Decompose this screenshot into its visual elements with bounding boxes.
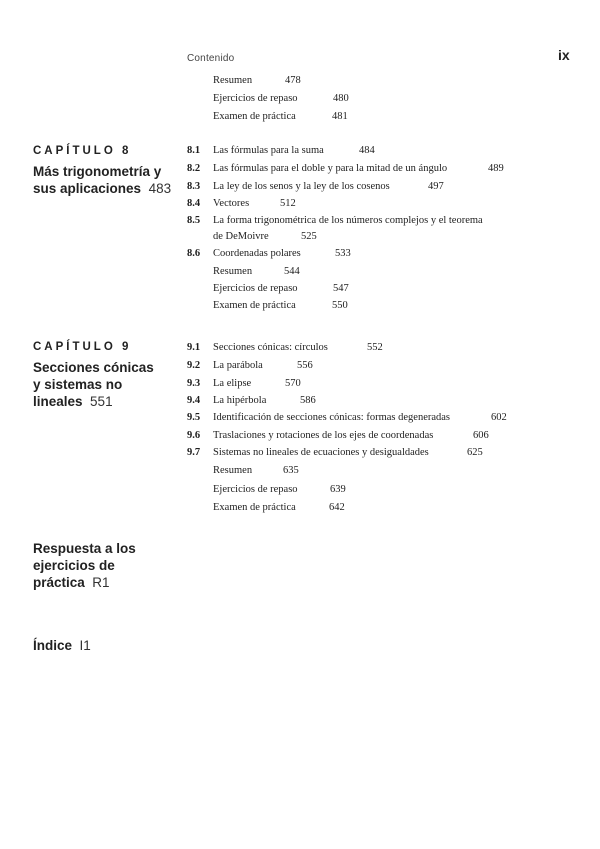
section-page: 602	[491, 412, 507, 423]
section-number: 9.5	[187, 412, 201, 423]
section-number: 8.5	[187, 215, 201, 226]
section-page: 547	[333, 283, 349, 294]
section-page: 550	[332, 300, 348, 311]
section-number: 8.1	[187, 145, 201, 156]
running-header-section: Contenido	[187, 53, 235, 64]
toc-entry-page: 480	[333, 93, 349, 104]
section-title: La hipérbola	[213, 395, 267, 406]
answers-title-line: Respuesta a los	[33, 541, 136, 556]
section-title: Vectores	[213, 198, 250, 209]
chapter-9-title-line	[33, 393, 154, 410]
toc-entry-page: 478	[285, 75, 301, 86]
section-title: Ejercicios de repaso	[213, 283, 298, 294]
answers-title-line: ejercicios de	[33, 558, 115, 573]
chapter-9-label: CAPÍTULO 9	[33, 341, 132, 353]
section-title: Resumen	[213, 266, 253, 277]
chapter-9-title-line: Secciones cónicas	[33, 360, 154, 375]
index-entry[interactable]	[33, 637, 91, 654]
section-page: 570	[285, 378, 301, 389]
chapter-8-title-line	[33, 180, 171, 197]
section-title: Examen de práctica	[213, 300, 296, 311]
section-page: 586	[300, 395, 316, 406]
section-page: 544	[284, 266, 300, 277]
chapter-9-title-line-text: lineales	[33, 394, 83, 409]
section-number: 8.6	[187, 248, 201, 259]
chapter-9-page: 551	[90, 394, 113, 409]
section-title: Secciones cónicas: círculos	[213, 342, 328, 353]
section-title: Traslaciones y rotaciones de los ejes de coordenadas	[213, 430, 434, 441]
index-page: I1	[79, 638, 91, 653]
toc-entry-title: Examen de práctica	[213, 111, 296, 122]
answers-title-line-text: práctica	[33, 575, 85, 590]
section-page: 552	[367, 342, 383, 353]
section-number: 9.2	[187, 360, 201, 371]
section-page: 512	[280, 198, 296, 209]
section-title: Examen de práctica	[213, 502, 296, 513]
section-page: 639	[330, 484, 346, 495]
section-title: La elipse	[213, 378, 252, 389]
section-title: La ley de los senos y la ley de los cosenos	[213, 181, 390, 192]
section-page: 556	[297, 360, 313, 371]
section-page: 525	[301, 231, 317, 242]
section-title: La forma trigonométrica de los números complejos y el teorema	[213, 215, 483, 226]
toc-entry-title: Resumen	[213, 75, 253, 86]
section-number: 9.4	[187, 395, 201, 406]
section-title: Identificación de secciones cónicas: formas degeneradas	[213, 412, 451, 423]
section-number: 8.3	[187, 181, 201, 192]
toc-entry-title: Ejercicios de repaso	[213, 93, 298, 104]
section-title: La parábola	[213, 360, 263, 371]
chapter-9-title[interactable]	[33, 359, 154, 410]
section-page: 625	[467, 447, 483, 458]
section-title: Resumen	[213, 465, 253, 476]
chapter-8-title-line: Más trigonometría y	[33, 164, 162, 179]
answers-entry[interactable]	[33, 540, 136, 591]
section-page: 635	[283, 465, 299, 476]
section-page: 489	[488, 163, 504, 174]
section-number: 8.4	[187, 198, 201, 209]
chapter-8-label: CAPÍTULO 8	[33, 145, 132, 157]
section-title: Coordenadas polares	[213, 248, 301, 259]
answers-title-line	[33, 574, 136, 591]
chapter-8-page: 483	[148, 181, 172, 196]
chapter-8-title-line-text: sus aplicaciones	[33, 181, 142, 196]
section-number: 9.6	[187, 430, 201, 441]
section-page: 484	[359, 145, 375, 156]
running-header-page-number: ix	[558, 47, 570, 63]
toc-entry-8-5[interactable]	[187, 214, 547, 242]
section-title: Las fórmulas para el doble y para la mitad de un ángulo	[213, 163, 448, 174]
section-title: Sistemas no lineales de ecuaciones y desigualdades	[213, 447, 429, 458]
section-page: 497	[428, 181, 444, 192]
section-title-continued: de DeMoivre	[213, 231, 269, 242]
section-number: 9.3	[187, 378, 201, 389]
section-number: 9.7	[187, 447, 201, 458]
toc-entry-page: 481	[332, 111, 348, 122]
section-page: 642	[329, 502, 345, 513]
answers-page: R1	[92, 575, 110, 590]
chapter-8-title[interactable]	[33, 163, 171, 197]
chapter-9-title-line: y sistemas no	[33, 377, 123, 392]
section-title: Las fórmulas para la suma	[213, 145, 324, 156]
section-number: 8.2	[187, 163, 201, 174]
section-page: 606	[473, 430, 489, 441]
section-number: 9.1	[187, 342, 201, 353]
section-title: Ejercicios de repaso	[213, 484, 298, 495]
section-page: 533	[335, 248, 351, 259]
index-title: Índice	[33, 638, 73, 653]
